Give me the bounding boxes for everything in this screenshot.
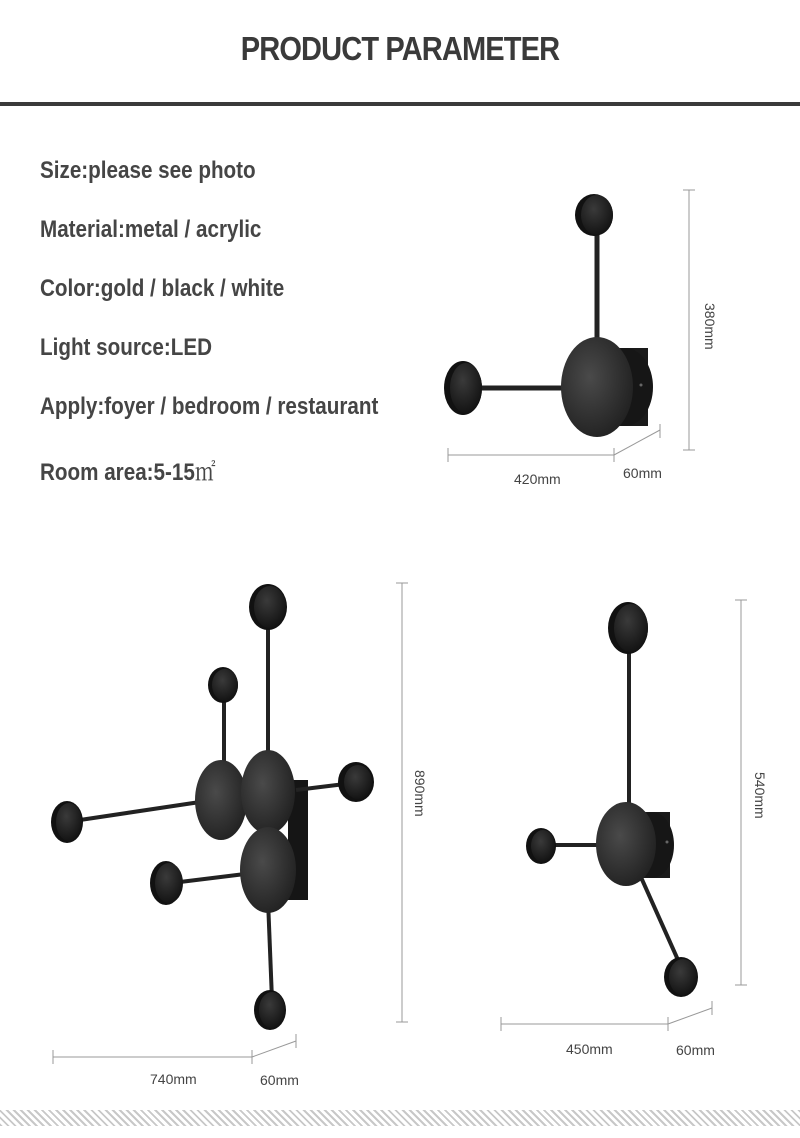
- lamp-1-width-label: 420mm: [514, 471, 561, 487]
- lamp-3-depth-label: 60mm: [676, 1042, 715, 1058]
- lamp-1-height-label: 380mm: [702, 303, 718, 350]
- param-room-area: Room area:5-15㎡: [40, 458, 216, 486]
- lamp-2-height-label: 890mm: [412, 770, 428, 817]
- lamp-2-width-label: 740mm: [150, 1071, 197, 1087]
- lamp-3-width-label: 450mm: [566, 1041, 613, 1057]
- lamp-3-drawing: [526, 602, 698, 997]
- lamp-2-drawing: [51, 584, 374, 1030]
- param-color: Color:gold / black / white: [40, 275, 285, 302]
- param-material: Material:metal / acrylic: [40, 216, 262, 243]
- footer-hatch-band: [0, 1110, 800, 1126]
- param-light-source: Light source:LED: [40, 334, 213, 361]
- lamp-3-head-drawing: [444, 194, 653, 437]
- lamp-3-height-label: 540mm: [752, 772, 768, 819]
- param-apply: Apply:foyer / bedroom / restaurant: [40, 393, 379, 420]
- page-title: PRODUCT PARAMETER: [240, 30, 560, 67]
- lamp-2-depth-label: 60mm: [260, 1072, 299, 1088]
- lamp-1-depth-label: 60mm: [623, 465, 662, 481]
- square-meter-unit: ㎡: [194, 458, 216, 486]
- param-size: Size:please see photo: [40, 157, 256, 184]
